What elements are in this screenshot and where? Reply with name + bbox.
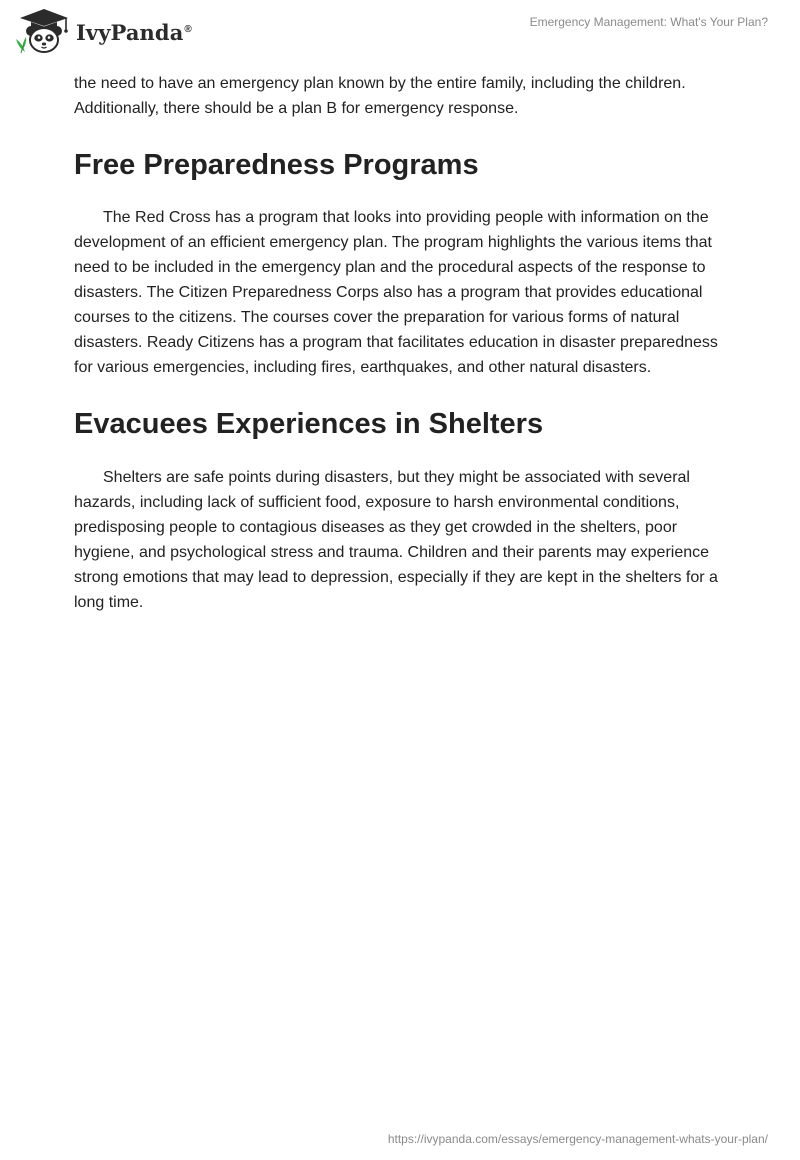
logo-wordmark: IvyPanda® — [76, 19, 192, 45]
source-url[interactable]: https://ivypanda.com/essays/emergency-management-whats-your-plan/ — [387, 1132, 768, 1146]
page-header — [0, 0, 800, 64]
article-body — [74, 71, 726, 615]
document-title: Emergency Management: What's Your Plan? — [529, 15, 768, 29]
section-heading-free-preparedness: Free Preparedness Programs — [74, 149, 479, 181]
section-heading-evacuees-shelters: Evacuees Experiences in Shelters — [74, 408, 544, 440]
paragraph-free-preparedness: The Red Cross has a program that looks into providing people with information on the development of an efficient emergency plan. The program highlights the various items that need to be included in the emergency plan and the procedural aspects of the response to disasters. The Citizen Preparedness Corps also has a program that provides educational courses to the citizens. The courses cover the preparation for various forms of natural disasters. Ready Citizens has a program that facilitates education in disaster preparedness for various emergencies, including fires, earthquakes, and other natural disasters. — [74, 209, 718, 376]
paragraph-continued: the need to have an emergency plan known by the entire family, including the children. Additionally, there should be a plan B for emergency response. — [74, 75, 686, 117]
paragraph-evacuees-shelters: Shelters are safe points during disasters, but they might be associated with several hazards, including lack of sufficient food, exposure to harsh environmental conditions, predisposing people to contagious diseases as they get crowded in the shelters, poor hygiene, and psychological stress and trauma. Children and their parents may experience strong emotions that may lead to depression, especially if they are kept in the shelters for a long time. — [74, 469, 718, 611]
ivypanda-logo[interactable] — [14, 7, 192, 55]
panda-graduation-cap-icon — [14, 7, 74, 55]
